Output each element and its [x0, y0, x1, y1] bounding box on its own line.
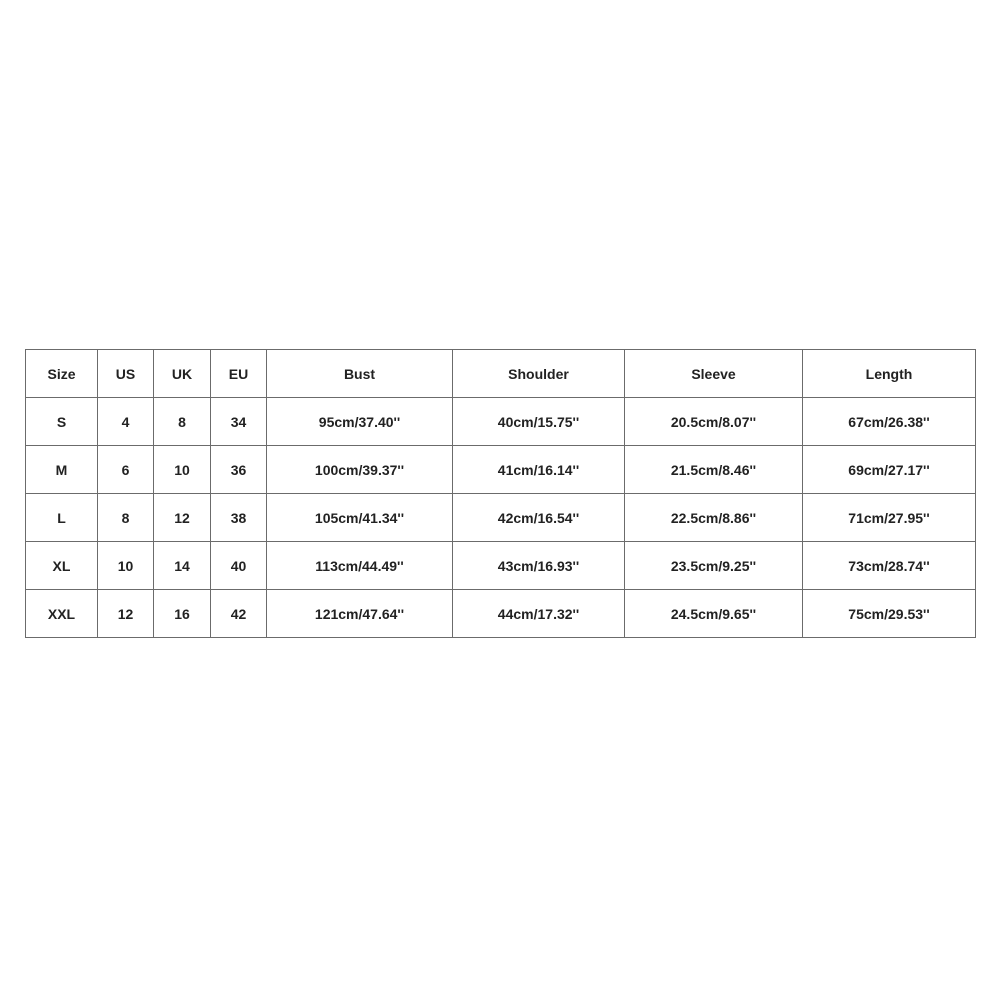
- header-bust: Bust: [267, 350, 453, 398]
- cell-us: 4: [98, 398, 154, 446]
- cell-eu: 38: [211, 494, 267, 542]
- cell-us: 8: [98, 494, 154, 542]
- table-row: [26, 542, 976, 590]
- cell-length: 71cm/27.95'': [803, 494, 976, 542]
- cell-sleeve: 22.5cm/8.86'': [625, 494, 803, 542]
- cell-uk: 16: [154, 590, 211, 638]
- cell-size: L: [26, 494, 98, 542]
- header-shoulder: Shoulder: [453, 350, 625, 398]
- cell-size: XXL: [26, 590, 98, 638]
- cell-size: XL: [26, 542, 98, 590]
- cell-eu: 34: [211, 398, 267, 446]
- cell-uk: 10: [154, 446, 211, 494]
- cell-uk: 14: [154, 542, 211, 590]
- header-uk: UK: [154, 350, 211, 398]
- table-row: [26, 446, 976, 494]
- cell-shoulder: 44cm/17.32'': [453, 590, 625, 638]
- cell-us: 12: [98, 590, 154, 638]
- cell-shoulder: 43cm/16.93'': [453, 542, 625, 590]
- cell-length: 69cm/27.17'': [803, 446, 976, 494]
- cell-sleeve: 23.5cm/9.25'': [625, 542, 803, 590]
- cell-bust: 100cm/39.37'': [267, 446, 453, 494]
- cell-size: M: [26, 446, 98, 494]
- cell-us: 10: [98, 542, 154, 590]
- cell-length: 67cm/26.38'': [803, 398, 976, 446]
- cell-bust: 113cm/44.49'': [267, 542, 453, 590]
- header-sleeve: Sleeve: [625, 350, 803, 398]
- cell-uk: 12: [154, 494, 211, 542]
- cell-uk: 8: [154, 398, 211, 446]
- cell-bust: 121cm/47.64'': [267, 590, 453, 638]
- cell-sleeve: 24.5cm/9.65'': [625, 590, 803, 638]
- cell-us: 6: [98, 446, 154, 494]
- cell-sleeve: 20.5cm/8.07'': [625, 398, 803, 446]
- header-row: [26, 350, 976, 398]
- header-eu: EU: [211, 350, 267, 398]
- size-chart: [25, 349, 975, 638]
- header-length: Length: [803, 350, 976, 398]
- header-us: US: [98, 350, 154, 398]
- cell-eu: 36: [211, 446, 267, 494]
- cell-bust: 95cm/37.40'': [267, 398, 453, 446]
- cell-length: 75cm/29.53'': [803, 590, 976, 638]
- cell-shoulder: 40cm/15.75'': [453, 398, 625, 446]
- table-row: [26, 590, 976, 638]
- size-chart-table: [25, 349, 976, 638]
- cell-shoulder: 41cm/16.14'': [453, 446, 625, 494]
- cell-length: 73cm/28.74'': [803, 542, 976, 590]
- cell-bust: 105cm/41.34'': [267, 494, 453, 542]
- cell-eu: 40: [211, 542, 267, 590]
- cell-eu: 42: [211, 590, 267, 638]
- cell-sleeve: 21.5cm/8.46'': [625, 446, 803, 494]
- cell-size: S: [26, 398, 98, 446]
- table-row: [26, 398, 976, 446]
- header-size: Size: [26, 350, 98, 398]
- cell-shoulder: 42cm/16.54'': [453, 494, 625, 542]
- table-row: [26, 494, 976, 542]
